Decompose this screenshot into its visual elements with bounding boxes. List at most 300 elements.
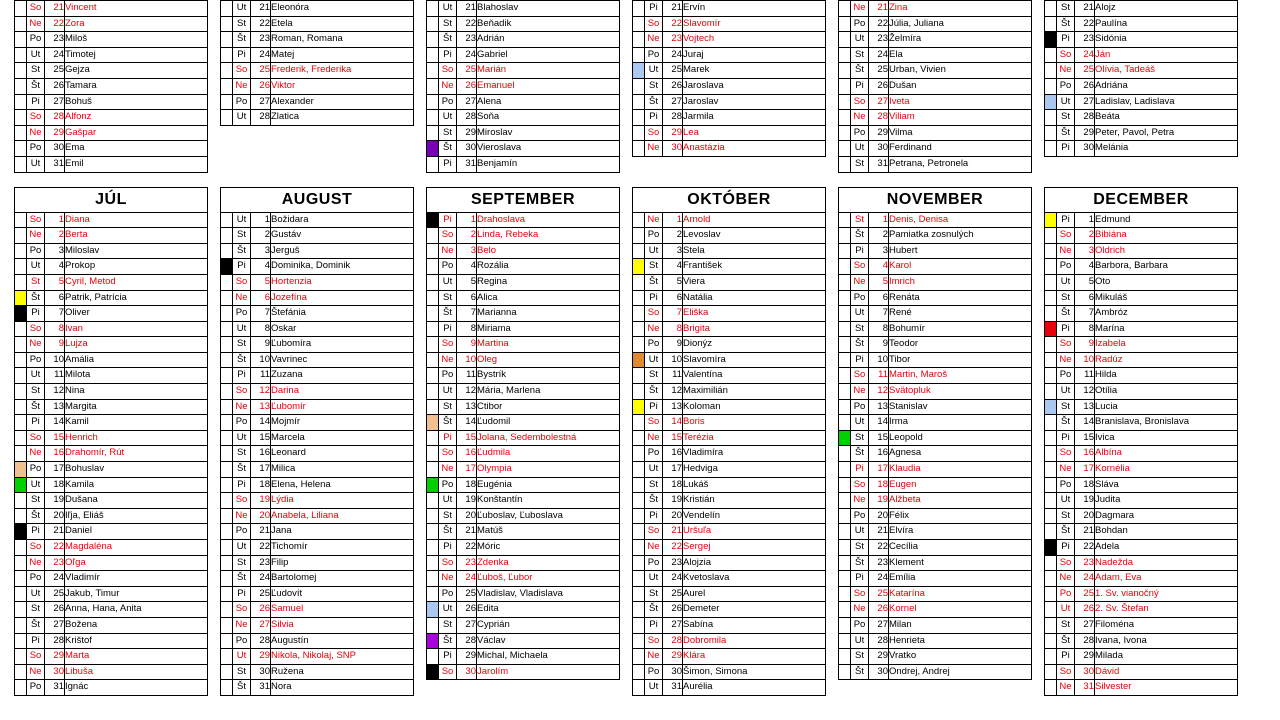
- table-row[interactable]: [839, 399, 1032, 415]
- day-marker: [1045, 540, 1057, 556]
- table-row[interactable]: [221, 680, 414, 696]
- table-row[interactable]: [15, 649, 208, 665]
- day-marker: [839, 78, 851, 94]
- table-row[interactable]: [839, 524, 1032, 540]
- table-row[interactable]: [427, 212, 620, 228]
- table-row[interactable]: [221, 63, 414, 79]
- table-row[interactable]: [1045, 617, 1238, 633]
- day-marker: [221, 274, 233, 290]
- table-row[interactable]: [427, 337, 620, 353]
- day-marker: [15, 493, 27, 509]
- table-row[interactable]: [15, 125, 208, 141]
- day-marker: [427, 94, 439, 110]
- table-row[interactable]: [633, 274, 826, 290]
- table-row[interactable]: [839, 508, 1032, 524]
- table-row[interactable]: [1045, 125, 1238, 141]
- table-row[interactable]: [221, 228, 414, 244]
- table-row[interactable]: [15, 78, 208, 94]
- day-marker: [1045, 633, 1057, 649]
- table-row[interactable]: [1045, 306, 1238, 322]
- table-row[interactable]: [633, 602, 826, 618]
- table-row[interactable]: [839, 664, 1032, 680]
- table-row[interactable]: [1045, 274, 1238, 290]
- day-of-week: Pi: [1057, 649, 1075, 665]
- table-row[interactable]: [427, 493, 620, 509]
- table-row[interactable]: [839, 274, 1032, 290]
- table-row[interactable]: [839, 462, 1032, 478]
- table-row[interactable]: [839, 16, 1032, 32]
- table-row[interactable]: [633, 508, 826, 524]
- table-row[interactable]: [427, 1, 620, 17]
- table-row[interactable]: [427, 243, 620, 259]
- day-marker: [1045, 78, 1057, 94]
- table-row[interactable]: [15, 243, 208, 259]
- table-row[interactable]: [221, 633, 414, 649]
- day-number: 21: [663, 524, 683, 540]
- table-row[interactable]: [427, 415, 620, 431]
- day-number: 8: [1075, 321, 1095, 337]
- table-row[interactable]: [1045, 493, 1238, 509]
- day-number: 3: [663, 243, 683, 259]
- table-row[interactable]: [427, 602, 620, 618]
- table-row[interactable]: [633, 1, 826, 17]
- table-row[interactable]: [427, 321, 620, 337]
- table-row[interactable]: [839, 477, 1032, 493]
- day-marker: [15, 477, 27, 493]
- table-row[interactable]: [221, 399, 414, 415]
- table-row[interactable]: [427, 110, 620, 126]
- table-row[interactable]: [1045, 63, 1238, 79]
- name-day-label: 1. Sv. vianočný: [1095, 586, 1238, 602]
- table-row[interactable]: [427, 290, 620, 306]
- table-row[interactable]: [15, 1, 208, 17]
- table-row[interactable]: [633, 664, 826, 680]
- name-day-label: Jana: [271, 524, 414, 540]
- table-row[interactable]: [427, 141, 620, 157]
- table-row[interactable]: [15, 571, 208, 587]
- table-row[interactable]: [633, 212, 826, 228]
- table-row[interactable]: [839, 306, 1032, 322]
- table-row[interactable]: [15, 259, 208, 275]
- table-row[interactable]: [427, 649, 620, 665]
- table-row[interactable]: [427, 633, 620, 649]
- table-row[interactable]: [15, 228, 208, 244]
- table-row[interactable]: [1045, 368, 1238, 384]
- table-row[interactable]: [633, 586, 826, 602]
- table-row[interactable]: [221, 1, 414, 17]
- day-number: 4: [1075, 259, 1095, 275]
- table-row[interactable]: [427, 32, 620, 48]
- table-row[interactable]: [15, 274, 208, 290]
- table-row[interactable]: [221, 259, 414, 275]
- table-row[interactable]: [1045, 462, 1238, 478]
- table-row[interactable]: [427, 664, 620, 680]
- name-day-label: Timotej: [65, 47, 208, 63]
- table-row[interactable]: [633, 462, 826, 478]
- table-row[interactable]: [1045, 212, 1238, 228]
- table-row[interactable]: [1045, 141, 1238, 157]
- day-marker: [1045, 430, 1057, 446]
- table-row[interactable]: [1045, 110, 1238, 126]
- day-marker: [221, 462, 233, 478]
- table-row[interactable]: [1045, 602, 1238, 618]
- table-row[interactable]: [633, 94, 826, 110]
- table-row[interactable]: [839, 649, 1032, 665]
- table-row[interactable]: [633, 633, 826, 649]
- table-row[interactable]: [427, 508, 620, 524]
- table-row[interactable]: [15, 493, 208, 509]
- table-row[interactable]: [839, 290, 1032, 306]
- table-row[interactable]: [633, 493, 826, 509]
- table-row[interactable]: [633, 415, 826, 431]
- day-of-week: Ne: [645, 540, 663, 556]
- day-of-week: St: [851, 156, 869, 172]
- table-row[interactable]: [839, 337, 1032, 353]
- day-of-week: Pi: [27, 415, 45, 431]
- table-row[interactable]: [427, 477, 620, 493]
- table-row[interactable]: [221, 243, 414, 259]
- table-row[interactable]: [633, 243, 826, 259]
- day-marker: [427, 477, 439, 493]
- table-row[interactable]: [633, 680, 826, 696]
- table-row[interactable]: [15, 617, 208, 633]
- table-row[interactable]: [839, 430, 1032, 446]
- table-row[interactable]: [839, 32, 1032, 48]
- table-row[interactable]: [1045, 540, 1238, 556]
- table-row[interactable]: [15, 524, 208, 540]
- table-row[interactable]: [633, 321, 826, 337]
- table-row[interactable]: [427, 63, 620, 79]
- table-row[interactable]: [221, 78, 414, 94]
- table-row[interactable]: [427, 462, 620, 478]
- table-row[interactable]: [633, 399, 826, 415]
- table-row[interactable]: [15, 141, 208, 157]
- name-day-label: Dobromila: [683, 633, 826, 649]
- table-row[interactable]: [1045, 16, 1238, 32]
- table-row[interactable]: [633, 228, 826, 244]
- table-row[interactable]: [633, 540, 826, 556]
- table-row[interactable]: [221, 384, 414, 400]
- month-table: [426, 0, 620, 173]
- table-row[interactable]: [221, 16, 414, 32]
- table-row[interactable]: [15, 462, 208, 478]
- day-number: 6: [251, 290, 271, 306]
- table-row[interactable]: [221, 47, 414, 63]
- table-row[interactable]: [15, 555, 208, 571]
- day-of-week: St: [851, 212, 869, 228]
- table-row[interactable]: [15, 384, 208, 400]
- table-row[interactable]: [427, 571, 620, 587]
- table-row[interactable]: [633, 368, 826, 384]
- table-row[interactable]: [839, 259, 1032, 275]
- table-row[interactable]: [221, 493, 414, 509]
- table-row[interactable]: [633, 337, 826, 353]
- day-number: 4: [45, 259, 65, 275]
- table-row[interactable]: [221, 524, 414, 540]
- table-row[interactable]: [633, 32, 826, 48]
- day-marker: [633, 415, 645, 431]
- table-row[interactable]: [839, 47, 1032, 63]
- table-row[interactable]: [221, 415, 414, 431]
- day-of-week: Pi: [645, 617, 663, 633]
- table-row[interactable]: [427, 274, 620, 290]
- table-row[interactable]: [1045, 384, 1238, 400]
- table-row[interactable]: [633, 649, 826, 665]
- table-row[interactable]: [221, 649, 414, 665]
- table-row[interactable]: [1045, 680, 1238, 696]
- table-row[interactable]: [427, 306, 620, 322]
- table-row[interactable]: [839, 212, 1032, 228]
- day-of-week: So: [645, 524, 663, 540]
- name-day-label: Marián: [477, 63, 620, 79]
- day-number: 21: [457, 524, 477, 540]
- table-row[interactable]: [633, 446, 826, 462]
- table-row[interactable]: [221, 274, 414, 290]
- table-row[interactable]: [15, 586, 208, 602]
- table-row[interactable]: [221, 446, 414, 462]
- table-row[interactable]: [839, 540, 1032, 556]
- table-row[interactable]: [1045, 47, 1238, 63]
- name-day-label: Karol: [889, 259, 1032, 275]
- table-row[interactable]: [427, 125, 620, 141]
- table-row[interactable]: [633, 555, 826, 571]
- table-row[interactable]: [1045, 477, 1238, 493]
- table-row[interactable]: [15, 63, 208, 79]
- table-row[interactable]: [15, 508, 208, 524]
- table-row[interactable]: [427, 368, 620, 384]
- table-row[interactable]: [839, 493, 1032, 509]
- table-row[interactable]: [633, 477, 826, 493]
- table-row[interactable]: [1045, 649, 1238, 665]
- table-row[interactable]: [427, 352, 620, 368]
- table-row[interactable]: [839, 633, 1032, 649]
- name-day-label: Barbora, Barbara: [1095, 259, 1238, 275]
- table-row[interactable]: [633, 16, 826, 32]
- table-row[interactable]: [633, 384, 826, 400]
- table-row[interactable]: [15, 540, 208, 556]
- day-of-week: Po: [439, 259, 457, 275]
- day-number: 10: [251, 352, 271, 368]
- table-row[interactable]: [1045, 1, 1238, 17]
- table-row[interactable]: [221, 555, 414, 571]
- table-row[interactable]: [221, 571, 414, 587]
- table-row[interactable]: [633, 352, 826, 368]
- table-row[interactable]: [427, 446, 620, 462]
- table-row[interactable]: [221, 462, 414, 478]
- table-row[interactable]: [839, 1, 1032, 17]
- table-row[interactable]: [15, 368, 208, 384]
- table-row[interactable]: [1045, 243, 1238, 259]
- table-row[interactable]: [1045, 337, 1238, 353]
- table-row[interactable]: [15, 212, 208, 228]
- table-row[interactable]: [221, 32, 414, 48]
- table-row[interactable]: [15, 94, 208, 110]
- table-row[interactable]: [633, 259, 826, 275]
- table-row[interactable]: [633, 47, 826, 63]
- table-row[interactable]: [15, 290, 208, 306]
- table-row[interactable]: [1045, 290, 1238, 306]
- table-row[interactable]: [427, 555, 620, 571]
- table-row[interactable]: [427, 586, 620, 602]
- table-row[interactable]: [15, 680, 208, 696]
- table-row[interactable]: [15, 156, 208, 172]
- table-row[interactable]: [427, 540, 620, 556]
- table-row[interactable]: [1045, 633, 1238, 649]
- table-row[interactable]: [1045, 259, 1238, 275]
- table-row[interactable]: [15, 306, 208, 322]
- table-row[interactable]: [839, 110, 1032, 126]
- table-row[interactable]: [427, 78, 620, 94]
- table-row[interactable]: [221, 321, 414, 337]
- table-row[interactable]: [839, 617, 1032, 633]
- table-row[interactable]: [1045, 430, 1238, 446]
- table-row[interactable]: [633, 617, 826, 633]
- table-row[interactable]: [633, 110, 826, 126]
- table-row[interactable]: [15, 446, 208, 462]
- table-row[interactable]: [839, 94, 1032, 110]
- table-row[interactable]: [221, 94, 414, 110]
- table-row[interactable]: [1045, 78, 1238, 94]
- table-row[interactable]: [839, 586, 1032, 602]
- table-row[interactable]: [427, 399, 620, 415]
- table-row[interactable]: [427, 47, 620, 63]
- name-day-label: Silvester: [1095, 680, 1238, 696]
- table-row[interactable]: [839, 321, 1032, 337]
- table-row[interactable]: [221, 430, 414, 446]
- table-row[interactable]: [15, 337, 208, 353]
- table-row[interactable]: [221, 306, 414, 322]
- table-row[interactable]: [221, 352, 414, 368]
- table-row[interactable]: [839, 78, 1032, 94]
- table-row[interactable]: [221, 540, 414, 556]
- table-row[interactable]: [839, 384, 1032, 400]
- name-day-label: Bohuslav: [65, 462, 208, 478]
- table-row[interactable]: [221, 212, 414, 228]
- table-row[interactable]: [633, 524, 826, 540]
- table-row[interactable]: [839, 555, 1032, 571]
- table-row[interactable]: [15, 415, 208, 431]
- table-row[interactable]: [839, 243, 1032, 259]
- table-row[interactable]: [1045, 399, 1238, 415]
- day-of-week: St: [1057, 1, 1075, 17]
- table-row[interactable]: [839, 228, 1032, 244]
- table-row[interactable]: [15, 664, 208, 680]
- table-row[interactable]: [15, 399, 208, 415]
- table-row[interactable]: [839, 602, 1032, 618]
- day-number: 23: [457, 32, 477, 48]
- table-row[interactable]: [221, 368, 414, 384]
- table-row[interactable]: [1045, 586, 1238, 602]
- day-of-week: St: [645, 78, 663, 94]
- table-row[interactable]: [221, 586, 414, 602]
- table-row[interactable]: [427, 16, 620, 32]
- day-number: 28: [45, 633, 65, 649]
- table-row[interactable]: [633, 306, 826, 322]
- table-row[interactable]: [633, 63, 826, 79]
- table-row[interactable]: [839, 368, 1032, 384]
- day-of-week: So: [851, 94, 869, 110]
- table-row[interactable]: [633, 290, 826, 306]
- table-row[interactable]: [427, 228, 620, 244]
- table-row[interactable]: [221, 617, 414, 633]
- table-row[interactable]: [839, 571, 1032, 587]
- table-row[interactable]: [15, 47, 208, 63]
- table-row[interactable]: [1045, 228, 1238, 244]
- table-row[interactable]: [427, 617, 620, 633]
- table-row[interactable]: [839, 156, 1032, 172]
- table-row[interactable]: [15, 321, 208, 337]
- table-row[interactable]: [633, 571, 826, 587]
- day-marker: [839, 633, 851, 649]
- table-row[interactable]: [15, 110, 208, 126]
- table-row[interactable]: [839, 415, 1032, 431]
- table-row[interactable]: [1045, 524, 1238, 540]
- table-row[interactable]: [221, 290, 414, 306]
- table-row[interactable]: [15, 602, 208, 618]
- table-row[interactable]: [15, 16, 208, 32]
- table-row[interactable]: [1045, 508, 1238, 524]
- table-row[interactable]: [839, 125, 1032, 141]
- table-row[interactable]: [15, 477, 208, 493]
- table-row[interactable]: [839, 446, 1032, 462]
- table-row[interactable]: [633, 141, 826, 157]
- table-row[interactable]: [427, 384, 620, 400]
- table-row[interactable]: [1045, 32, 1238, 48]
- day-of-week: St: [233, 555, 251, 571]
- table-row[interactable]: [633, 430, 826, 446]
- day-of-week: St: [645, 586, 663, 602]
- day-marker: [839, 384, 851, 400]
- day-number: 5: [251, 274, 271, 290]
- table-row[interactable]: [15, 352, 208, 368]
- table-row[interactable]: [1045, 555, 1238, 571]
- table-row[interactable]: [839, 63, 1032, 79]
- table-row[interactable]: [427, 94, 620, 110]
- table-row[interactable]: [839, 352, 1032, 368]
- day-marker: [839, 125, 851, 141]
- table-row[interactable]: [427, 156, 620, 172]
- table-row[interactable]: [1045, 352, 1238, 368]
- day-number: 23: [663, 555, 683, 571]
- table-row[interactable]: [15, 633, 208, 649]
- table-row[interactable]: [221, 508, 414, 524]
- table-row[interactable]: [221, 602, 414, 618]
- table-row[interactable]: [1045, 446, 1238, 462]
- table-row[interactable]: [15, 32, 208, 48]
- table-row[interactable]: [1045, 571, 1238, 587]
- name-day-label: Adela: [1095, 540, 1238, 556]
- name-day-label: Bohuš: [65, 94, 208, 110]
- table-row[interactable]: [1045, 94, 1238, 110]
- table-row[interactable]: [427, 259, 620, 275]
- day-number: 30: [457, 141, 477, 157]
- day-marker: [221, 1, 233, 17]
- table-row[interactable]: [1045, 321, 1238, 337]
- table-row[interactable]: [427, 430, 620, 446]
- table-row[interactable]: [221, 110, 414, 126]
- table-row[interactable]: [1045, 415, 1238, 431]
- day-of-week: St: [27, 602, 45, 618]
- table-row[interactable]: [221, 477, 414, 493]
- table-row[interactable]: [633, 78, 826, 94]
- table-row[interactable]: [839, 141, 1032, 157]
- table-row[interactable]: [1045, 664, 1238, 680]
- table-row[interactable]: [633, 125, 826, 141]
- table-row[interactable]: [427, 524, 620, 540]
- table-row[interactable]: [221, 664, 414, 680]
- table-row[interactable]: [15, 430, 208, 446]
- table-row[interactable]: [221, 337, 414, 353]
